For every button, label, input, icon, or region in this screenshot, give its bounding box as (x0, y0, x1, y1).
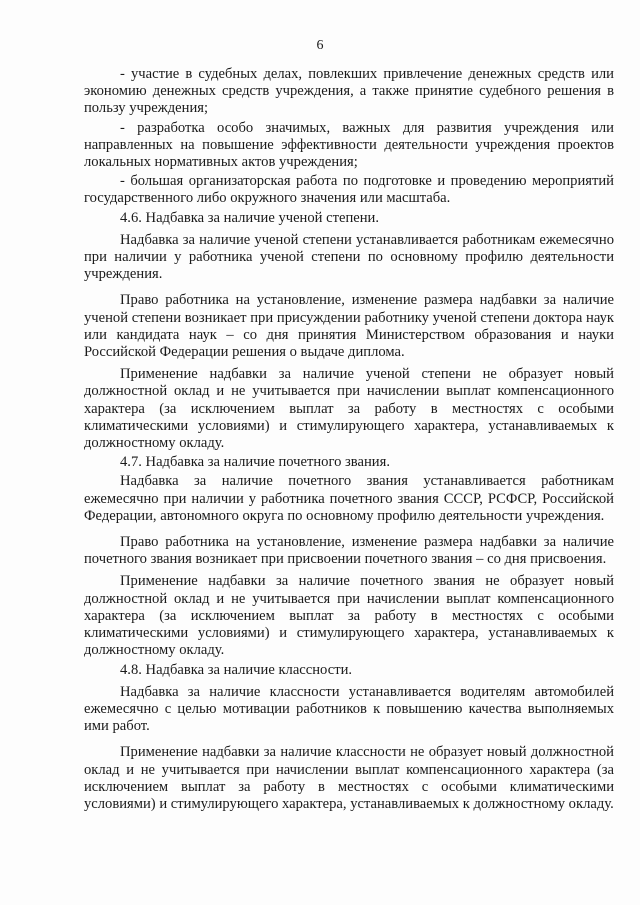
list-item-local-acts: - разработка особо значимых, важных для развития учреждения или направленных на повышение эффективности деятельности учреждения проектов локальных нормативных актов учреждения; (84, 119, 614, 171)
section-heading-4-7: 4.7. Надбавка за наличие почетного звания. (120, 454, 390, 471)
section-heading-4-8: 4.8. Надбавка за наличие классности. (120, 661, 353, 678)
section-heading-4-6: 4.6. Надбавка за наличие ученой степени. (120, 209, 380, 226)
paragraph-title-right: Право работника на установление, изменение размера надбавки за наличие почетного звания возникает при присвоении почетного звания – со дня присвоения. (84, 534, 614, 568)
paragraph-degree-right: Право работника на установление, изменение размера надбавки за наличие ученой степени возникает при присуждении работнику ученой степени доктора наук или кандидата наук – со дня принятия Министерством образования и науки Российской Федерации решения о выдаче диплома. (84, 292, 614, 361)
paragraph-class-allowance: Надбавка за наличие классности устанавливается водителям автомобилей ежемесячно с целью мотивации работников к повышению качества выполняемых ими работ. (84, 683, 614, 735)
paragraph-degree-allowance: Надбавка за наличие ученой степени устанавливается работникам ежемесячно при наличии у работника ученой степени по основному профилю деятельности учреждения. (84, 231, 614, 283)
paragraph-degree-application: Применение надбавки за наличие ученой степени не образует новый должностной оклад и не учитывается при начислении выплат компенсационного характера (за исключением выплат за работу в местностях с особыми климатическими условиями) и стимулирующего характера, устанавливаемых к должностному окладу. (84, 366, 614, 452)
paragraph-title-allowance: Надбавка за наличие почетного звания устанавливается работникам ежемесячно при наличии у работника почетного звания СССР, РСФСР, Российской Федерации, автономного округа по основному профилю деятельности учреждения. (84, 473, 614, 524)
document-body (84, 66, 614, 813)
paragraph-class-application: Применение надбавки за наличие классности не образует новый должностной оклад и не учитывается при начислении выплат компенсационного характера (за исключением выплат за работу в местностях с особыми климатическими условиями) и стимулирующего характера, устанавливаемых к должностному окладу. (84, 744, 614, 812)
list-item-court-cases: - участие в судебных делах, повлекших привлечение денежных средств или экономию денежных средств учреждения, а также принятие судебного решения в пользу учреждения; (84, 66, 614, 117)
list-item-organizational-work: - большая организаторская работа по подготовке и проведению мероприятий государственного либо окружного значения или масштаба. (84, 173, 614, 207)
page-number: 6 (316, 38, 324, 53)
paragraph-title-application: Применение надбавки за наличие почетного звания не образует новый должностной оклад и не учитывается при начислении выплат компенсационного характера (за исключением выплат за работу в местностях с особыми климатическими условиями) и стимулирующего характера, устанавливаемых к должностному окладу. (84, 573, 614, 659)
